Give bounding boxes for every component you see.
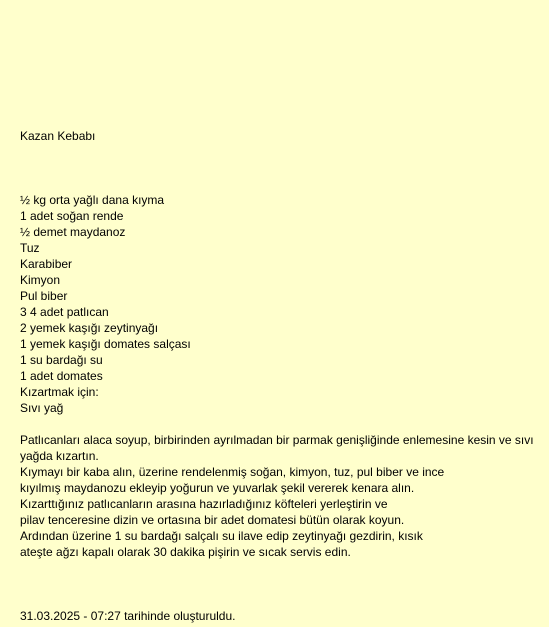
ingredient-item: 1 su bardağı su — [20, 353, 103, 367]
ingredient-item: Pul biber — [20, 289, 68, 303]
instruction-line: ateşte ağzı kapalı olarak 30 dakika pişirin ve sıcak servis edin. — [20, 545, 351, 559]
ingredient-item: 1 adet soğan rende — [20, 209, 124, 223]
ingredient-item: Kimyon — [20, 273, 61, 287]
ingredient-item: 1 yemek kaşığı domates salçası — [20, 337, 191, 351]
ingredient-item: Sıvı yağ — [20, 401, 64, 415]
ingredient-item: ½ demet maydanoz — [20, 225, 126, 239]
instruction-line: Patlıcanları alaca soyup, birbirinden ayrılmadan bir parmak genişliğinde enlemesine kesin ve sıvı yağda kızartın. — [20, 433, 534, 463]
created-timestamp: 31.03.2025 - 07:27 tarihinde oluşturuldu. — [20, 609, 236, 623]
instruction-line: kıyılmış maydanozu ekleyip yoğurun ve yuvarlak şekil vererek kenara alın. — [20, 481, 415, 495]
ingredient-item: 2 yemek kaşığı zeytinyağı — [20, 321, 159, 335]
instruction-line: Kıymayı bir kaba alın, üzerine rendelenmiş soğan, kimyon, tuz, pul biber ve ince — [20, 465, 445, 479]
instruction-line: Ardından üzerine 1 su bardağı salçalı su ilave edip zeytinyağı gezdirin, kısık — [20, 529, 423, 543]
ingredient-item: ½ kg orta yağlı dana kıyma — [20, 193, 165, 207]
ingredient-item: 3 4 adet patlıcan — [20, 305, 109, 319]
ingredient-item: Tuz — [20, 241, 40, 255]
instruction-line: pilav tenceresine dizin ve ortasına bir adet domatesi bütün olarak koyun. — [20, 513, 405, 527]
instructions-block — [20, 432, 535, 560]
instruction-line: Kızarttığınız patlıcanların arasına hazırladığınız köfteleri yerleştirin ve — [20, 497, 388, 511]
recipe-title: Kazan Kebabı — [20, 129, 96, 143]
ingredient-list — [20, 192, 191, 416]
ingredient-item: Kızartmak için: — [20, 385, 99, 399]
ingredient-item: Karabiber — [20, 257, 73, 271]
ingredient-item: 1 adet domates — [20, 369, 103, 383]
